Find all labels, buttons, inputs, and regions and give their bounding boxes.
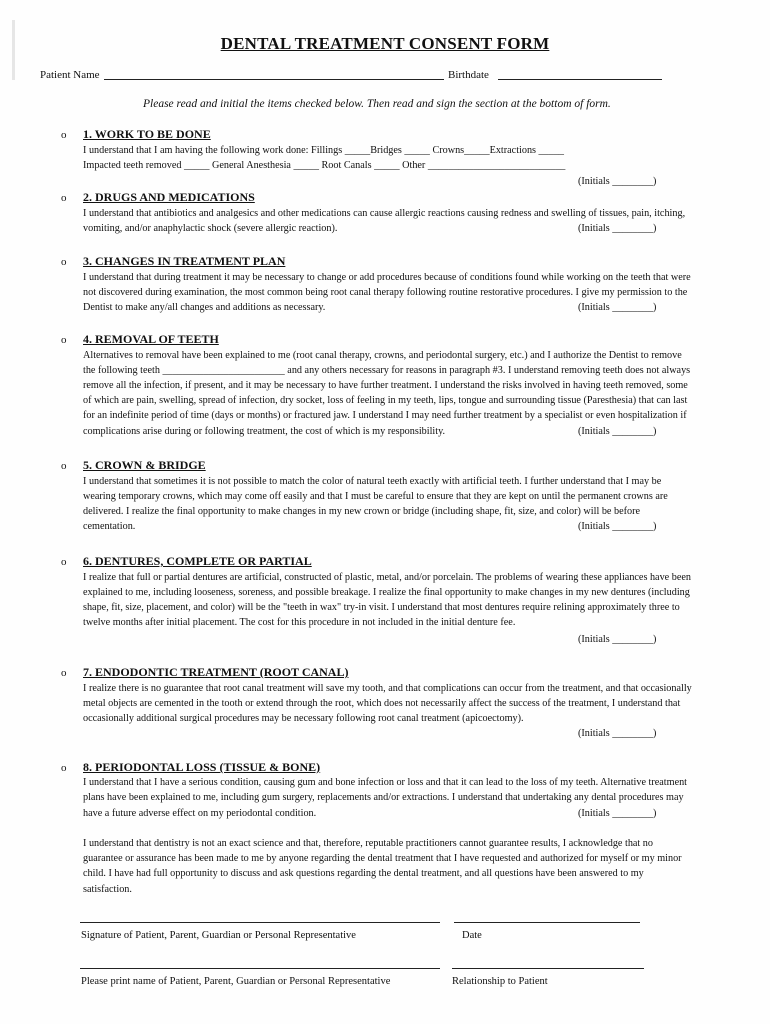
section-6-line-2: explained to me, including looseness, soreness, and possible breakage. I realize the final opportunity to make changes in my new dentures (including	[83, 587, 690, 598]
section-4-line-4: of which are pain, swelling, spread of infection, dry socket, loss of feeling in my teeth, lips, tongue and surrounding tissue (Paresthesia) that can last	[83, 395, 688, 406]
section-2-initials[interactable]: (Initials ________)	[578, 223, 657, 234]
instructions: Please read and initial the items checked below. Then read and sign the section at the bottom of form.	[143, 98, 611, 110]
section-6-initials[interactable]: (Initials ________)	[578, 634, 657, 645]
section-6-line-3: shape, fit, size, placement, and color) will be the "teeth in wax" try-in visit. I understand that most dentures require relining approximately three to	[83, 602, 680, 613]
section-2-checkbox[interactable]: o	[61, 192, 67, 204]
section-8-checkbox[interactable]: o	[61, 762, 67, 774]
section-4-heading: 4. REMOVAL OF TEETH	[83, 332, 219, 346]
section-1-line-1: I understand that I am having the following work done: Fillings _____Bridges _____ Crowns_____Extractions _____	[83, 145, 565, 156]
section-4-initials[interactable]: (Initials ________)	[578, 426, 657, 437]
section-7-line-1: I realize there is no guarantee that root canal treatment will save my tooth, and that complications can occur from the treatment, and that occasionally	[83, 683, 692, 694]
section-5-checkbox[interactable]: o	[61, 460, 67, 472]
section-8-line-1: I understand that I have a serious condition, causing gum and bone infection or loss and that it can lead to the loss of my teeth. Alternative treatment	[83, 777, 688, 788]
section-2-line-2: vomiting, and/or anaphylactic shock (severe allergic reaction).	[83, 223, 338, 234]
section-6-line-4: twelve months after initial placement. The cost for this procedure in not included in the initial denture fee.	[83, 617, 516, 628]
section-1-initials[interactable]: (Initials ________)	[578, 176, 657, 187]
section-6-checkbox[interactable]: o	[61, 556, 67, 568]
date-line[interactable]	[454, 922, 640, 923]
section-3-line-3: Dentist to make any/all changes and additions as necessary.	[83, 302, 326, 313]
section-1-heading: 1. WORK TO BE DONE	[83, 127, 211, 141]
birthdate-field[interactable]	[498, 79, 662, 80]
section-8-line-3: have a future adverse effect on my periodontal condition.	[83, 808, 317, 819]
section-4-checkbox[interactable]: o	[61, 334, 67, 346]
section-7-initials[interactable]: (Initials ________)	[578, 728, 657, 739]
section-8-heading: 8. PERIODONTAL LOSS (TISSUE & BONE)	[83, 760, 321, 774]
section-6-line-1: I realize that full or partial dentures are artificial, constructed of plastic, metal, and/or porcelain. The problems of wearing these appliances have been	[83, 572, 691, 583]
section-1-line-2: Impacted teeth removed _____ General Anesthesia _____ Root Canals _____ Other ___________________________	[83, 160, 566, 171]
signature-line[interactable]	[80, 922, 440, 923]
form-title: DENTAL TREATMENT CONSENT FORM	[220, 34, 550, 53]
section-3-initials[interactable]: (Initials ________)	[578, 302, 657, 313]
patient-name-field[interactable]	[104, 79, 444, 80]
closing-line-1: I understand that dentistry is not an exact science and that, therefore, reputable practitioners cannot guarantee results, I acknowledge that no	[83, 838, 653, 849]
birthdate-label: Birthdate	[448, 69, 489, 81]
section-5-heading: 5. CROWN & BRIDGE	[83, 458, 206, 472]
section-4-line-3: remove all the infection, if present, and it may be necessary to have further treatment. I understand the risks involved in having teeth removed, some	[83, 380, 688, 391]
section-4-line-6: complications arise during or following treatment, the cost of which is my responsibility.	[83, 426, 446, 437]
section-7-checkbox[interactable]: o	[61, 667, 67, 679]
section-2-line-1: I understand that antibiotics and analgesics and other medications can cause allergic reactions causing redness and swelling of tissues, pain, itching,	[83, 208, 686, 219]
closing-line-4: satisfaction.	[83, 884, 132, 895]
print-name-label: Please print name of Patient, Parent, Guardian or Personal Representative	[81, 976, 391, 987]
closing-line-3: child. I have had full opportunity to discuss and ask questions regarding the dental treatment, and all questions have been answered to my	[83, 868, 644, 879]
section-5-initials[interactable]: (Initials ________)	[578, 521, 657, 532]
section-7-line-2: metal objects are cemented in the tooth or extend through the root, which does not necessarily affect the success of the treatment, I understand that	[83, 698, 681, 709]
relationship-label: Relationship to Patient	[452, 976, 548, 987]
section-7-heading: 7. ENDODONTIC TREATMENT (ROOT CANAL)	[83, 665, 349, 679]
print-name-line[interactable]	[80, 968, 440, 969]
section-5-line-4: cementation.	[83, 521, 136, 532]
signature-label: Signature of Patient, Parent, Guardian or Personal Representative	[81, 930, 356, 941]
patient-name-label: Patient Name	[40, 69, 100, 81]
section-8-line-2: plans have been explained to me, including gum surgery, replacements and/or extractions. I understand that undertaking any dental procedures may	[83, 792, 684, 803]
relationship-line[interactable]	[452, 968, 644, 969]
section-2-heading: 2. DRUGS AND MEDICATIONS	[83, 190, 255, 204]
closing-line-2: guarantee or assurance has been made to me by anyone regarding the dental treatment that I have requested and authorized for myself or my minor	[83, 853, 682, 864]
section-5-line-3: delivered. I realize the final opportunity to make changes in my new crown or bridge (including shape, fit, size, and color) will be before	[83, 506, 641, 517]
section-8-initials[interactable]: (Initials ________)	[578, 808, 657, 819]
section-3-heading: 3. CHANGES IN TREATMENT PLAN	[83, 254, 286, 268]
section-4-line-5: for an indefinite period of time (days or months) or fractured jaw. I understand I may need further treatment by a specialist or even hospitalization if	[83, 410, 687, 421]
section-1-checkbox[interactable]: o	[61, 129, 67, 141]
section-4-line-1: Alternatives to removal have been explained to me (root canal therapy, crowns, and periodontal surgery, etc.) and I authorize the Dentist to remove	[83, 350, 682, 361]
section-5-line-2: wearing temporary crowns, which may come off easily and that I must be careful to ensure that they are kept on until the permanent crowns are	[83, 491, 668, 502]
section-7-line-3: occasionally additional surgical procedures may be necessary following root canal treatment (apicoectomy).	[83, 713, 524, 724]
section-3-checkbox[interactable]: o	[61, 256, 67, 268]
section-4-line-2: the following teeth ________________________ and any others necessary for reasons in paragraph #3. I understand removing teeth does not always	[83, 365, 691, 376]
section-6-heading: 6. DENTURES, COMPLETE OR PARTIAL	[83, 554, 312, 568]
section-5-line-1: I understand that sometimes it is not possible to match the color of natural teeth exactly with artificial teeth. I further understand that I may be	[83, 476, 662, 487]
section-3-line-2: not discovered during examination, the most common being root canal therapy following routine restorative procedures. I give my permission to the	[83, 287, 688, 298]
date-label: Date	[462, 930, 482, 941]
section-3-line-1: I understand that during treatment it may be necessary to change or add procedures because of conditions found while working on the teeth that were	[83, 272, 691, 283]
